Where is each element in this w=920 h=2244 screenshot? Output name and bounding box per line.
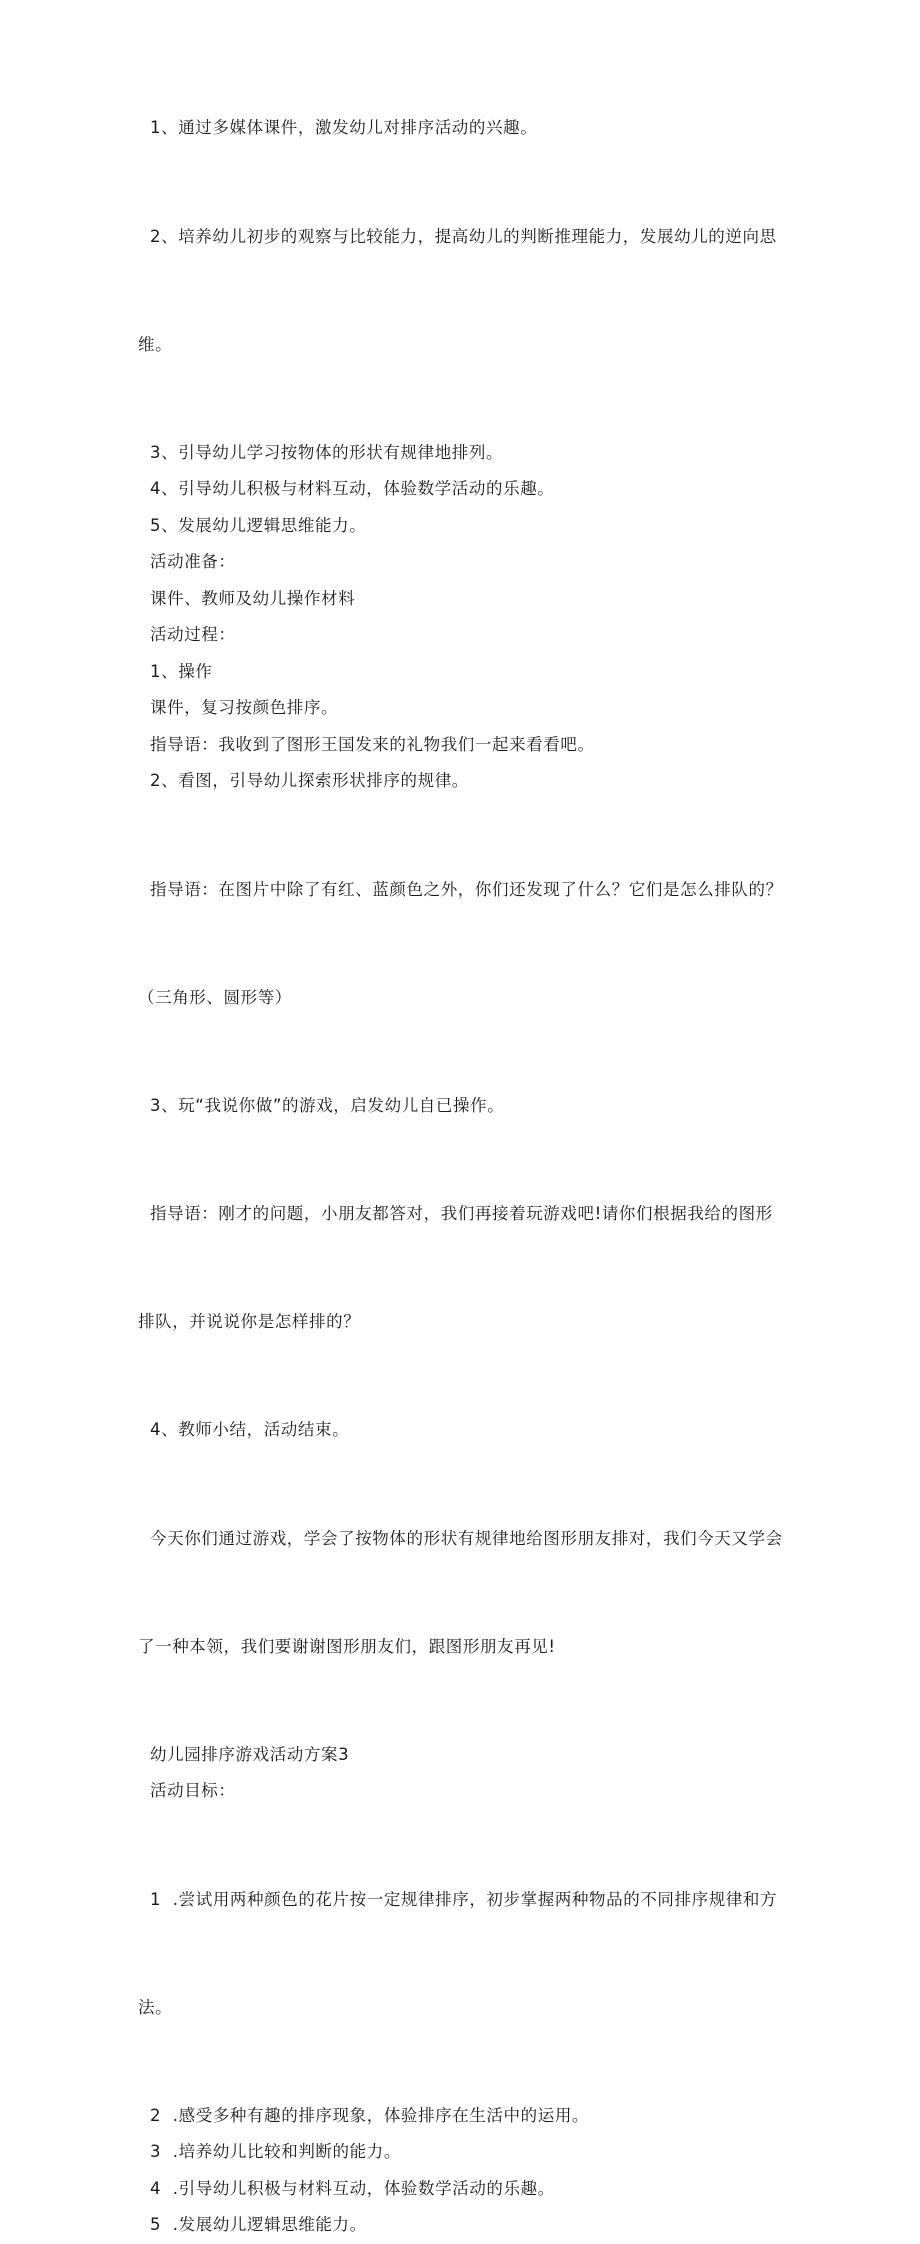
closing-remarks-line-2: 了一种本领，我们要谢谢图形朋友们，跟图形朋友再见! (138, 1636, 556, 1656)
process-step-2: 2、看图，引导幼儿探索形状排序的规律。 (150, 771, 469, 790)
closing-remarks-line-1: 今天你们通过游戏，学会了按物体的形状有规律地给图形朋友排对，我们今天又学会 (150, 1528, 783, 1548)
process-step-1-detail: 课件，复习按颜色排序。 (150, 698, 339, 717)
guidance-2-line-2: （三角形、圆形等） (138, 987, 292, 1007)
goal-item-1: 1、通过多媒体课件，激发幼儿对排序活动的兴趣。 (150, 118, 538, 137)
plan-3-goal-1-line-2: 法。 (138, 1997, 173, 2017)
plan-3-goal-1 (138, 1810, 790, 2098)
closing-remarks (138, 1449, 790, 1737)
guidance-3 (138, 1124, 790, 1412)
process-step-3: 3、玩“我说你做”的游戏，启发幼儿自已操作。 (150, 1095, 505, 1115)
goal-item-2 (138, 147, 790, 435)
plan-3-title: 幼儿园排序游戏活动方案3 (150, 1744, 350, 1764)
process-step-1: 1、操作 (150, 661, 213, 681)
plan-3-goal-2: 2 .感受多种有趣的排序现象，体验排序在生活中的运用。 (150, 2105, 590, 2125)
goal-item-2-line-1: 2、培养幼儿初步的观察与比较能力，提高幼儿的判断推理能力，发展幼儿的逆向思 (150, 226, 777, 246)
guidance-3-line-1: 指导语：刚才的问题，小朋友都答对，我们再接着玩游戏吧!请你们根据我给的图形 (150, 1204, 773, 1223)
guidance-1: 指导语：我收到了图形王国发来的礼物我们一起来看看吧。 (150, 734, 595, 754)
guidance-2 (138, 800, 790, 1088)
goal-item-5: 5、发展幼儿逻辑思维能力。 (150, 515, 367, 535)
goal-item-2-line-2: 维。 (138, 334, 173, 354)
section-heading-goals: 活动目标： (150, 1781, 236, 1800)
document-body (138, 110, 790, 2244)
section-heading-process: 活动过程： (150, 625, 236, 644)
plan-3-goal-1-line-1: 1 .尝试用两种颜色的花片按一定规律排序，初步掌握两种物品的不同排序规律和方 (150, 1889, 778, 1909)
preparation-text: 课件、教师及幼儿操作材料 (150, 588, 356, 608)
goal-item-4: 4、引导幼儿积极与材料互动，体验数学活动的乐趣。 (150, 479, 555, 498)
section-heading-preparation: 活动准备： (150, 552, 236, 571)
plan-3-goal-5: 5 .发展幼儿逻辑思维能力。 (150, 2215, 367, 2234)
process-step-4: 4、教师小结，活动结束。 (150, 1420, 350, 1439)
goal-item-3: 3、引导幼儿学习按物体的形状有规律地排列。 (150, 442, 504, 462)
guidance-3-line-2: 排队，并说说你是怎样排的？ (138, 1312, 361, 1331)
guidance-2-line-1: 指导语：在图片中除了有红、蓝颜色之外，你们还发现了什么？它们是怎么排队的？ (150, 879, 783, 899)
plan-3-goal-3: 3 .培养幼儿比较和判断的能力。 (150, 2142, 401, 2161)
plan-3-goal-4: 4 .引导幼儿积极与材料互动，体验数学活动的乐趣。 (150, 2178, 555, 2198)
